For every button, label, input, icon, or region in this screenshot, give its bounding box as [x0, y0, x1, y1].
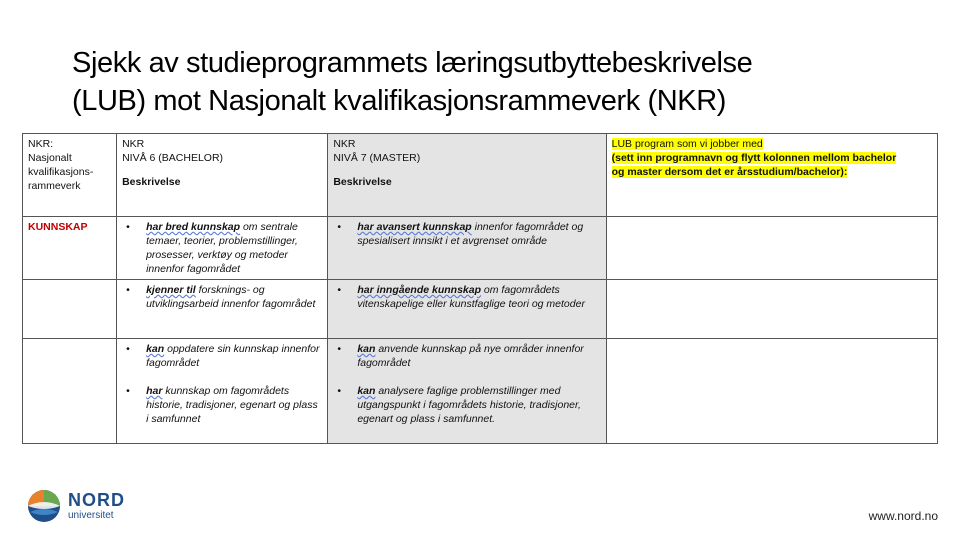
master-cell — [328, 217, 606, 280]
header-bachelor-level: NIVÅ 6 (BACHELOR) — [122, 152, 224, 164]
website-url[interactable]: www.nord.no — [868, 509, 938, 523]
bullet-icon: • — [126, 343, 130, 355]
header-bachelor-description: Beskrivelse — [122, 176, 181, 188]
item-text: anvende kunnskap på nye områder innenfor fagområdet — [357, 343, 584, 369]
item-text: oppdatere sin kunnskap innenfor fagområdet — [146, 343, 320, 369]
header-lub-cell[interactable] — [606, 134, 937, 217]
table-row — [23, 339, 938, 444]
table-row — [23, 217, 938, 280]
item-text: om sentrale temaer, teorier, problemstillinger, prosesser, verktøy og metoder innenfor fagområdet — [146, 221, 298, 275]
slide-title-line-2: (LUB) mot Nasjonalt kvalifikasjonsrammeverk (NKR) — [72, 85, 726, 117]
bullet-icon: • — [126, 284, 130, 296]
bullet-icon: • — [126, 221, 130, 233]
header-master-description: Beskrivelse — [333, 176, 392, 188]
list-item — [333, 283, 600, 311]
header-lub-title: LUB program som vi jobber med — [611, 138, 763, 150]
table-header-row — [23, 134, 938, 217]
header-nkr-cell — [23, 134, 117, 217]
header-nkr-line: kvalifikasjons- — [28, 166, 94, 178]
bullet-icon: • — [337, 343, 341, 355]
nord-logo[interactable] — [26, 488, 125, 524]
item-text: forsknings- og utviklingsarbeid innenfor fagområdet — [146, 284, 316, 310]
header-lub-instruction: (sett inn programnavn og flytt kolonnen mellom bachelor — [611, 152, 897, 164]
bullet-icon: • — [337, 221, 341, 233]
item-text: innenfor fagområdet og spesialisert innsikt i et avgrenset område — [357, 221, 584, 247]
key-phrase: har inngående kunnskap — [357, 284, 482, 296]
item-text: kunnskap om fagområdets historie, tradisjoner, egenart og plass i samfunnet — [146, 385, 318, 425]
list-item — [122, 342, 322, 370]
master-cell — [328, 339, 606, 444]
master-cell — [328, 280, 606, 339]
bullet-icon: • — [126, 385, 130, 397]
header-nkr-line: Nasjonalt — [28, 152, 72, 164]
key-phrase: kjenner til — [146, 284, 196, 296]
category-cell — [23, 339, 117, 444]
header-nkr-line: rammeverk — [28, 180, 81, 192]
logo-name: NORD — [68, 490, 125, 510]
category-cell — [23, 280, 117, 339]
list-item — [122, 283, 322, 311]
key-phrase: kan — [357, 343, 376, 355]
header-master-nkr: NKR — [333, 138, 356, 150]
list-item — [333, 220, 600, 248]
bachelor-cell — [117, 339, 328, 444]
lub-cell[interactable] — [606, 339, 937, 444]
header-master-level: NIVÅ 7 (MASTER) — [333, 152, 421, 164]
header-bachelor-cell — [117, 134, 328, 217]
slide-title-line-1: Sjekk av studieprogrammets læringsutbyttebeskrivelse — [72, 47, 753, 79]
bachelor-cell — [117, 217, 328, 280]
list-item — [333, 342, 600, 370]
logo-subtitle: universitet — [68, 510, 114, 521]
key-phrase: kan — [357, 385, 376, 397]
bullet-icon: • — [337, 284, 341, 296]
key-phrase: har — [146, 385, 163, 397]
list-item — [333, 384, 600, 426]
header-master-cell — [328, 134, 606, 217]
category-cell — [23, 217, 117, 280]
slide-title — [72, 44, 932, 120]
table-row — [23, 280, 938, 339]
item-text: analysere faglige problemstillinger med utgangspunkt i fagområdets historie, tradisjoner, egenart og plass i samfunnet. — [357, 385, 581, 425]
bullet-icon: • — [337, 385, 341, 397]
list-item — [122, 220, 322, 276]
bachelor-cell — [117, 280, 328, 339]
nkr-comparison-table — [22, 133, 938, 444]
nord-logo-icon — [26, 488, 62, 524]
category-label: KUNNSKAP — [28, 221, 88, 233]
item-text: om fagområdets vitenskapelige eller kunstfaglige teori og metoder — [357, 284, 585, 310]
lub-cell[interactable] — [606, 280, 937, 339]
key-phrase: kan — [146, 343, 165, 355]
key-phrase: har avansert kunnskap — [357, 221, 472, 233]
list-item — [122, 384, 322, 426]
header-lub-instruction: og master dersom det er årsstudium/bachelor): — [611, 166, 848, 178]
header-bachelor-nkr: NKR — [122, 138, 145, 150]
header-nkr-line: NKR: — [28, 138, 54, 150]
key-phrase: har bred kunnskap — [146, 221, 241, 233]
lub-cell[interactable] — [606, 217, 937, 280]
